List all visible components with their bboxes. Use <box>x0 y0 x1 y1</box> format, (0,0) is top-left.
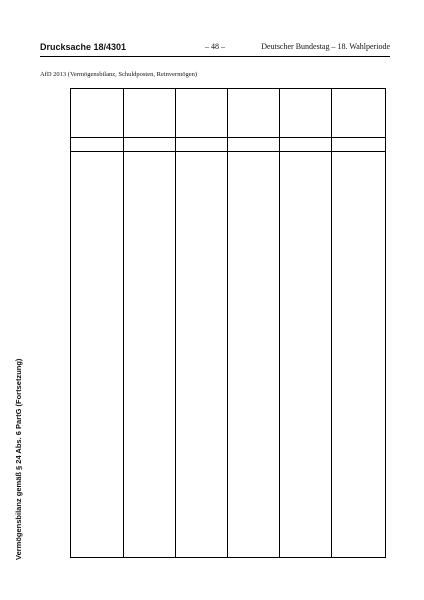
parliament-term: Deutscher Bundestag – 18. Wahlperiode <box>261 42 390 51</box>
table-column-divider <box>123 89 124 557</box>
balance-table <box>70 88 386 558</box>
section-caption: AfD 2013 (Vermögensbilanz, Schuldposten, Reinvermögen) <box>40 71 198 78</box>
table-column-divider <box>279 89 280 557</box>
table-column-divider <box>175 89 176 557</box>
table-header-separator <box>71 151 385 152</box>
table-header-separator <box>71 137 385 138</box>
document-number: Drucksache 18/4301 <box>40 42 127 52</box>
page-number: – 48 – <box>205 42 225 51</box>
table-column-divider <box>227 89 228 557</box>
table-column-divider <box>331 89 332 557</box>
page-header <box>40 40 390 54</box>
header-rule <box>40 56 390 57</box>
table-title: Vermögensbilanz gemäß § 24 Abs. 6 PartG (Fortsetzung) <box>14 358 23 560</box>
